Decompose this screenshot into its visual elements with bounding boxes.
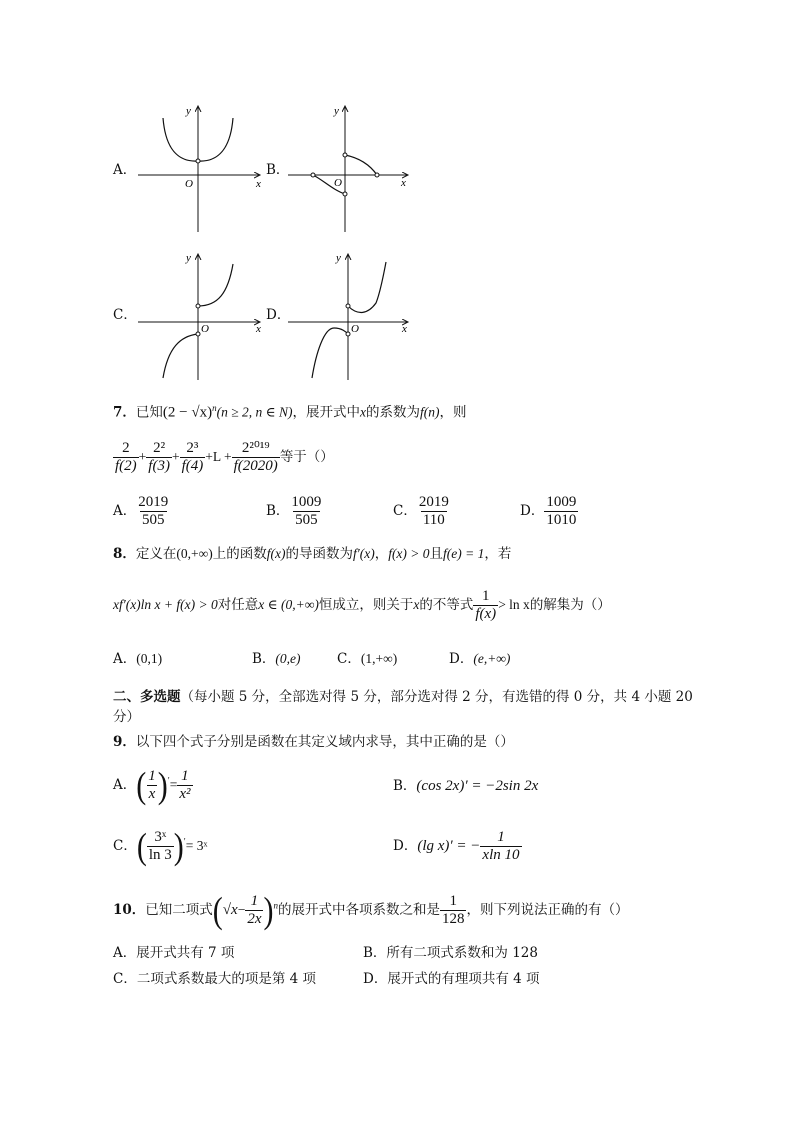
q10-option-c[interactable]: C．二项式系数最大的项是第 4 项 (113, 971, 317, 987)
sum-term: $\frac{\text{2²}}{f(3)}$ (148, 440, 170, 474)
q7-option-a[interactable]: A． $\frac{2019}{505}$ (113, 494, 169, 528)
origin-label: O (201, 323, 209, 335)
q7-text: 已知 (135, 404, 163, 421)
origin-label: O (351, 323, 359, 335)
q8-line1: 8．定义在(0,+∞)上的函数f(x)的导函数为f′(x)，f(x) > 0且f(e) = 1，若 (113, 546, 512, 562)
point (346, 332, 350, 336)
q10-option-a[interactable]: A．展开式共有 7 项 (113, 945, 235, 961)
sum-term: $\frac{\text{2³}}{f(4)}$ (181, 440, 204, 474)
curve-right (345, 155, 377, 175)
q7-option-c[interactable]: C． $\frac{2019}{110}$ (393, 494, 449, 528)
x-label: x (256, 323, 261, 335)
inequality-fraction: $\frac{1}{f(x)}$ (475, 588, 497, 622)
section-heading: 二、多选题（每小题 5 分，全部选对得 5 分，部分选对得 2 分，有选错的得 0 分，共 4 小题 20 (113, 689, 693, 705)
origin-label: O (334, 177, 342, 189)
curve-left (163, 334, 198, 378)
q9-option-c[interactable]: C．( $\frac{\text{3ˣ}}{\ln 3}$ )′= 3ˣ (113, 825, 208, 867)
q7-exp: n (212, 403, 217, 413)
q7-tail: 等于（） (279, 449, 334, 465)
q7-sum: $\frac{2}{f(2)}$ + $\frac{\text{2²}}{f(3)}$ + $\frac{\text{2³}}{f(4)}$ +L + $\frac{\text{2²⁰¹⁹}}{f(2020)}$ 等于（） (115, 440, 334, 474)
q9-option-a[interactable]: A．( $\frac{1}{x}$ )′= $\frac{1}{\text{x²}}$ (113, 764, 191, 806)
sum-term: $\frac{2}{f(2)}$ (115, 440, 137, 474)
ellipsis: L (212, 449, 221, 464)
point (346, 304, 350, 308)
option-c-label: C． (113, 307, 137, 323)
y-label: y (186, 252, 191, 264)
point (343, 192, 347, 196)
sum-term: $\frac{\text{2²⁰¹⁹}}{f(2020)}$ (233, 440, 278, 474)
point (196, 304, 200, 308)
q10-option-d[interactable]: D．展开式的有理项共有 4 项 (363, 971, 540, 987)
origin-label: O (185, 178, 193, 190)
graph-a (138, 100, 268, 234)
point (311, 173, 315, 177)
q9-option-b[interactable]: B．(cos 2x)′ = −2sin 2x (393, 778, 539, 794)
q7-text: ，则 (439, 404, 467, 421)
point (343, 153, 347, 157)
option-a-label: A． (113, 162, 137, 178)
q9-stem: 9．以下四个式子分别是函数在其定义域内求导，其中正确的是（） (113, 734, 514, 750)
q7-var: x (360, 404, 366, 420)
q8-option-a[interactable]: A．(0,1) (113, 651, 163, 667)
q8-option-d[interactable]: D．(e,+∞) (449, 651, 511, 667)
q7-expr: (2 − √x) (162, 404, 213, 421)
q10-option-b[interactable]: B．所有二项式系数和为 128 (363, 945, 538, 961)
q7-number: 7． (113, 404, 136, 421)
point (196, 159, 200, 163)
q7-text: ，展开式中 (292, 404, 360, 421)
q7-option-b[interactable]: B． $\frac{1009}{505}$ (266, 494, 322, 528)
q7-text: 的系数为 (366, 404, 420, 421)
q7-stem (113, 399, 467, 422)
q7-cond: (n ≥ 2, n ∈ N) (216, 404, 293, 420)
y-label: y (336, 252, 341, 264)
point (375, 173, 379, 177)
q10-stem: 10．已知二项式(√x− $\frac{1}{2x}$ )$^n$的展开式中各项系数之和是 $\frac{1}{128}$ ，则下列说法正确的有（） (113, 889, 629, 931)
section-heading-cont: 分） (113, 709, 140, 725)
curve-right (198, 264, 233, 306)
y-label: y (186, 105, 191, 117)
y-label: y (334, 105, 339, 117)
option-b-label: B． (266, 162, 290, 178)
q8-option-c[interactable]: C．(1,+∞) (337, 651, 398, 667)
q7-fn: f(n) (420, 404, 440, 420)
graph-c (138, 248, 268, 382)
curve-right (348, 262, 386, 312)
option-d-label: D． (266, 307, 291, 323)
q7-option-d[interactable]: D． $\frac{1009}{1010}$ (520, 494, 577, 528)
graph-d (288, 248, 416, 382)
x-label: x (256, 178, 261, 190)
q8-option-b[interactable]: B．(0,e) (252, 651, 301, 667)
x-label: x (401, 177, 406, 189)
point (196, 332, 200, 336)
graph-b (288, 100, 416, 234)
q8-number: 8． (113, 546, 136, 562)
x-label: x (402, 323, 407, 335)
q8-line2: xf′(x)ln x + f(x) > 0对任意x ∈ (0,+∞)恒成立，则关于x的不等式 $\frac{1}{f(x)}$ > ln x的解集为（） (113, 588, 611, 622)
q9-option-d[interactable]: D．(lg x)′ = − $\frac{1}{xln 10}$ (393, 829, 520, 863)
curve-left (312, 328, 348, 378)
